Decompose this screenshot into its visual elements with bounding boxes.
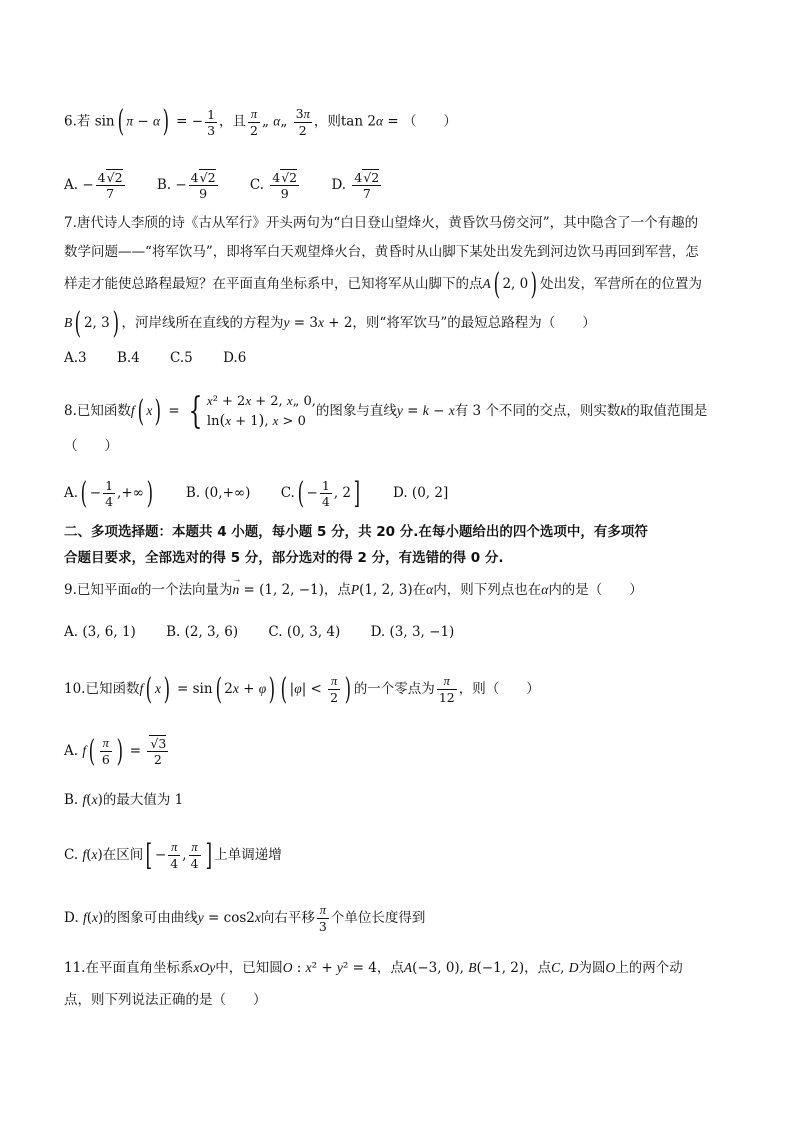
q11-line2: 点，则下列说法正确的是（ ） [64,992,267,1008]
q6-text3: ，则 [313,113,341,130]
section2-line2: 合题目要求，全部选对的得 5 分，部分选对的得 2 分，有选错的得 0 分. [64,550,504,566]
q7-options [64,348,272,368]
q6-option-c[interactable]: C. $\frac{4√2}{9}$ [249,170,298,201]
q7-option-a[interactable]: A.3 [64,350,87,366]
q8-option-a[interactable]: A.( − $\frac{1}{4}$ ,+∞) [64,475,153,511]
q9-option-c[interactable]: C. (0, 3, 4) [268,624,341,640]
q7-line1: 7.唐代诗人李颀的诗《古从军行》开头两句为“白日登山望烽火，黄昏饮马傍交河”，其中隐含了一个有趣的 [64,215,699,231]
q6-stem: 6.若 sin( π − α) = − $\frac{1}{3}$ ，且 $\frac{\pi}{2}$ „ α„ $\frac{3\pi}{2}$ ，则tan 2α = （ ） [64,104,457,139]
q9-option-d[interactable]: D. (3, 3, −1) [370,624,455,640]
q7-option-c[interactable]: C.5 [170,350,193,366]
section2-line1: 二、多项选择题：本题共 4 小题，每小题 5 分，共 20 分.在每小题给出的四个选项中，有多项符 [64,524,648,540]
q8-options [64,475,474,511]
q11-line1: 11.在平面直角坐标系xOy中，已知圆O : x² + y² = 4，点A(−3, 0), B(−1, 2)，点C, D为圆O上的两个动 [64,960,683,976]
q10-option-b[interactable]: B. f(x)的最大值为 1 [64,792,184,808]
q10-stem: 10.已知函数f( x) = sin( 2x + φ) ( |φ| < $\frac{\pi}{2}$ ) 的一个零点为 $\frac{\pi}{12}$ ，则（ ） [64,671,540,707]
q7-line4: B( 2, 3) ，河岸线所在直线的方程为y = 3x + 2，则“将军饮马”的最短总路程为（ ） [64,305,596,341]
q9-option-a[interactable]: A. (3, 6, 1) [64,624,136,640]
q6-number: 6. [64,113,77,130]
q8-option-c[interactable]: C.( − $\frac{1}{4}$ , 2] [280,475,361,511]
q6-options [64,170,409,201]
q9-options [64,622,480,642]
q10-option-c[interactable]: C. f(x)在区间[ − $\frac{\pi}{4}$ , $\frac{\pi}{4}$ ] 上单调递增 [64,837,282,873]
q9-stem: 9.已知平面α的一个法向量为→ n = (1, 2, −1)，点P(1, 2, 3)在α内，则下列点也在α内的是（ ） [64,580,643,600]
q8-paren: （ ） [64,438,118,454]
q8-stem: 8.已知函数f( x) = { x² + 2x + 2, x„ 0, ln(x + 1), x > 0 的图象与直线y = k − x有 3 个不同的交点，则实数k的取值范围是 [64,390,708,432]
q6-option-d[interactable]: D. $\frac{4√2}{7}$ [331,170,380,201]
q8-option-d[interactable]: D. (0, 2] [393,485,449,501]
q6-option-a[interactable]: A. − $\frac{4√2}{7}$ [64,170,123,201]
q6-paren: （ ） [402,113,457,130]
q6-option-b[interactable]: B. − $\frac{4√2}{9}$ [156,170,216,201]
q8-option-b[interactable]: B. (0,+∞) [185,485,251,501]
q7-option-d[interactable]: D.6 [223,350,247,366]
q10-option-d[interactable]: D. f(x)的图象可由曲线y = cos2x向右平移 $\frac{\pi}{3}$ 个单位长度得到 [64,903,426,934]
q10-option-a[interactable]: A. f( $\frac{\pi}{6}$ ) = $\frac{√3}{2}$ [64,733,167,769]
q9-option-b[interactable]: B. (2, 3, 6) [166,624,239,640]
q6-text2: ，且 [219,113,247,130]
q6-text: 若 [76,113,91,130]
q7-line3: 样走才能使总路程最短？在平面直角坐标系中，已知将军从山脚下的点A( 2, 0) 处出发，军营所在的位置为 [64,266,702,302]
q7-option-b[interactable]: B.4 [116,350,140,366]
q7-line2: 数学问题——“将军饮马”，即将军白天观望烽火台，黄昏时从山脚下某处出发先到河边饮马再回到军营，怎 [64,244,699,260]
